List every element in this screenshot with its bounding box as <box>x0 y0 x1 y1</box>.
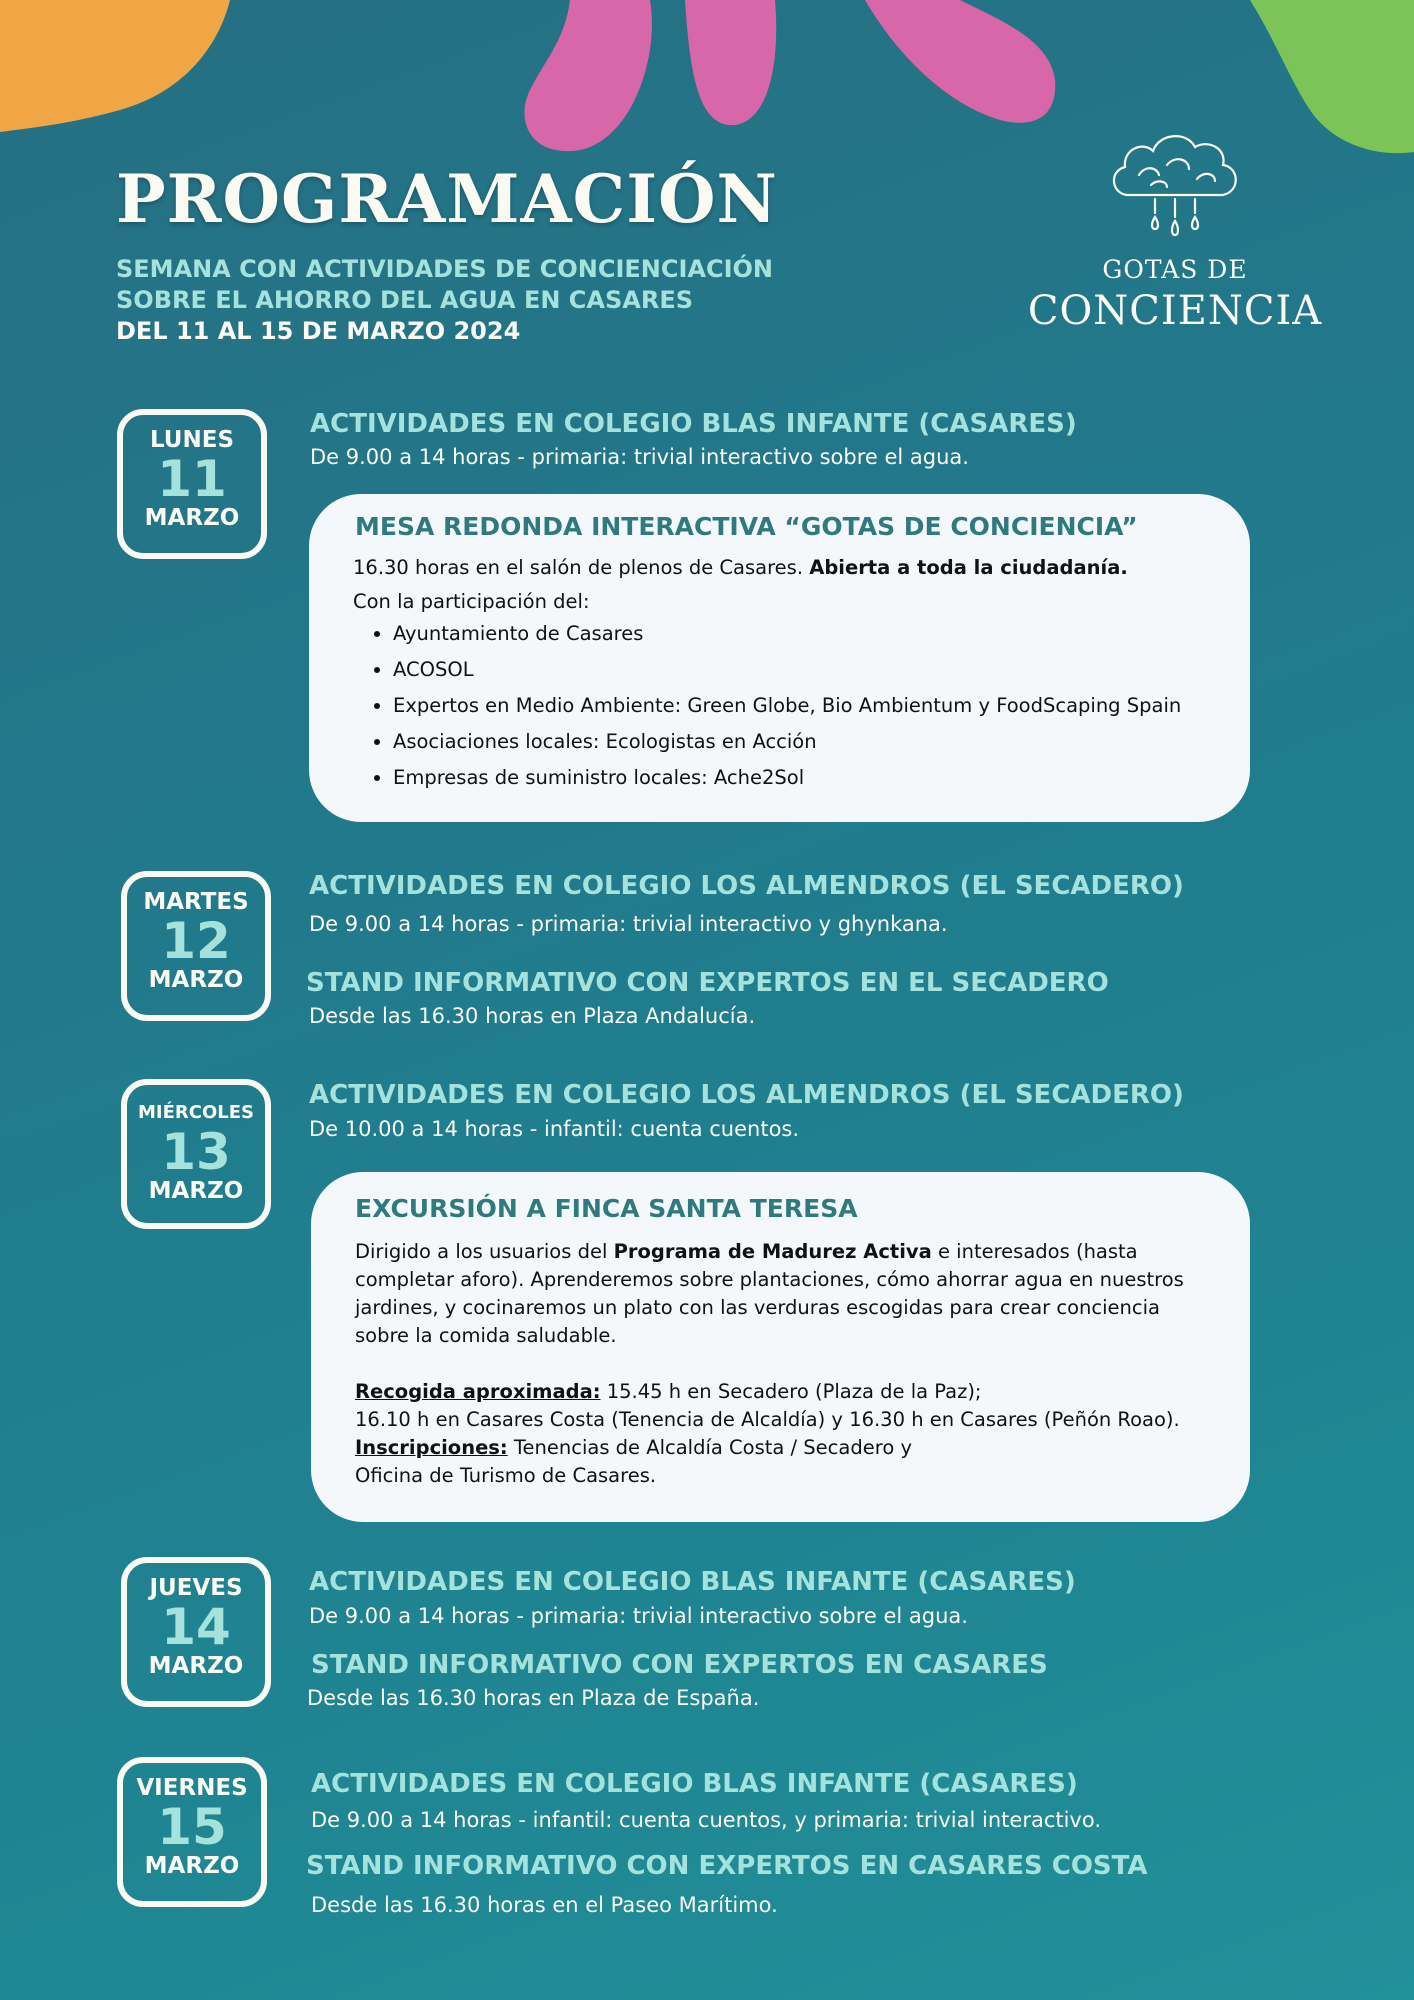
subtitle <box>116 254 773 347</box>
list-item: • Ayuntamiento de Casares <box>393 616 1233 652</box>
open-to-public-text: Abierta a toda la ciudadanía. <box>809 556 1128 579</box>
day-number: 14 <box>161 1598 231 1656</box>
day-number: 12 <box>161 912 231 970</box>
list-item: • Asociaciones locales: Ecologistas en Acción <box>393 724 1233 760</box>
schedule-text: 16.30 horas en el salón de plenos de Casares. <box>353 556 810 579</box>
description-line-4: sobre la comida saludable. <box>355 1324 617 1347</box>
cloud-drops-icon <box>1105 125 1245 243</box>
activity-title: ACTIVIDADES EN COLEGIO LOS ALMENDROS (EL SECADERO) <box>309 1080 1184 1110</box>
description-line-3: jardines, y cocinaremos un plato con las verduras escogidas para crear conciencia <box>355 1296 1160 1319</box>
stand-text: Desde las 16.30 horas en Plaza Andalucía. <box>309 1004 756 1028</box>
card-body <box>355 1238 1235 1490</box>
month: MARZO <box>148 1653 244 1679</box>
weekday: JUEVES <box>149 1575 243 1601</box>
description-line-2: completar aforo). Aprenderemos sobre plantaciones, cómo ahorrar agua en nuestros <box>355 1268 1184 1291</box>
stand-title: STAND INFORMATIVO CON EXPERTOS EN CASARES <box>311 1650 1048 1680</box>
day-number: 13 <box>161 1123 231 1181</box>
list-item: • Empresas de suministro locales: Ache2Sol <box>393 760 1233 796</box>
month: MARZO <box>148 967 244 993</box>
signup-text: Tenencias de Alcaldía Costa / Secadero y <box>507 1436 912 1459</box>
list-item: • Expertos en Medio Ambiente: Green Globe, Bio Ambientum y FoodScaping Spain <box>393 688 1233 724</box>
list-item: • ACOSOL <box>393 652 1233 688</box>
stand-text: Desde las 16.30 horas en Plaza de España. <box>307 1686 760 1710</box>
stand-title: STAND INFORMATIVO CON EXPERTOS EN EL SECADERO <box>306 968 1109 998</box>
page-title: PROGRAMACIÓN <box>116 160 778 238</box>
subtitle-line-2: SOBRE EL AHORRO DEL AGUA EN CASARES <box>116 286 693 314</box>
orange-blob-decoration <box>0 0 240 140</box>
pickup-line-2: 16.10 h en Casares Costa (Tenencia de Alcaldía) y 16.30 h en Casares (Peñón Roao). <box>355 1408 1180 1431</box>
activity-text: De 9.00 a 14 horas - primaria: trivial interactivo y ghynkana. <box>309 912 948 936</box>
card-line-1 <box>353 554 1233 582</box>
date-badge-thursday <box>121 1557 271 1707</box>
card-title: MESA REDONDA INTERACTIVA “GOTAS DE CONCIENCIA” <box>355 512 1138 541</box>
subtitle-line-1: SEMANA CON ACTIVIDADES DE CONCIENCIACIÓN <box>116 255 773 283</box>
pickup-label: Recogida aproximada: <box>355 1380 601 1403</box>
activity-title: ACTIVIDADES EN COLEGIO BLAS INFANTE (CASARES) <box>309 1567 1076 1597</box>
date-badge-friday <box>117 1757 267 1907</box>
month: MARZO <box>148 1178 244 1204</box>
card-line-2: Con la participación del: <box>353 590 590 613</box>
date-badge-wednesday <box>121 1079 271 1229</box>
activity-title: ACTIVIDADES EN COLEGIO BLAS INFANTE (CASARES) <box>310 409 1077 439</box>
program-name: Programa de Madurez Activa <box>613 1240 932 1263</box>
description-text: e interesados (hasta <box>931 1240 1138 1263</box>
round-table-card <box>309 494 1250 822</box>
brand-line-1: GOTAS DE <box>1102 255 1248 284</box>
signup-label: Inscripciones: <box>355 1436 508 1459</box>
stand-text: Desde las 16.30 horas en el Paseo Marítimo. <box>311 1893 778 1917</box>
weekday: MARTES <box>143 889 249 915</box>
activity-text: De 9.00 a 14 horas - primaria: trivial interactivo sobre el agua. <box>310 445 969 469</box>
card-body <box>353 554 1233 796</box>
excursion-card <box>311 1172 1250 1522</box>
participants-list <box>353 616 1233 796</box>
brand-logo <box>1020 125 1330 334</box>
description-text: Dirigido a los usuarios del <box>355 1240 614 1263</box>
activity-text: De 10.00 a 14 horas - infantil: cuenta cuentos. <box>309 1117 800 1141</box>
weekday: LUNES <box>149 427 235 453</box>
activity-title: ACTIVIDADES EN COLEGIO LOS ALMENDROS (EL SECADERO) <box>309 871 1184 901</box>
card-title: EXCURSIÓN A FINCA SANTA TERESA <box>355 1194 858 1223</box>
weekday: MIÉRCOLES <box>137 1102 254 1123</box>
day-number: 11 <box>157 450 227 508</box>
pink-splash-decoration <box>510 0 1070 170</box>
signup-line-1 <box>355 1434 1235 1462</box>
activity-title: ACTIVIDADES EN COLEGIO BLAS INFANTE (CASARES) <box>311 1769 1078 1799</box>
event-dates: DEL 11 AL 15 DE MARZO 2024 <box>116 317 521 345</box>
brand-line-2: CONCIENCIA <box>1027 288 1323 334</box>
stand-title: STAND INFORMATIVO CON EXPERTOS EN CASARES COSTA <box>306 1851 1148 1881</box>
month: MARZO <box>144 1853 240 1879</box>
pickup-line-1 <box>355 1378 1235 1406</box>
month: MARZO <box>144 505 240 531</box>
signup-line-2: Oficina de Turismo de Casares. <box>355 1464 657 1487</box>
date-badge-tuesday <box>121 871 271 1021</box>
activity-text: De 9.00 a 14 horas - infantil: cuenta cuentos, y primaria: trivial interactivo. <box>311 1808 1102 1832</box>
activity-text: De 9.00 a 14 horas - primaria: trivial interactivo sobre el agua. <box>309 1604 968 1628</box>
day-number: 15 <box>157 1798 227 1856</box>
date-badge-monday <box>117 409 267 559</box>
pickup-text: 15.45 h en Secadero (Plaza de la Paz); <box>600 1380 982 1403</box>
description-line-1 <box>355 1238 1235 1266</box>
weekday: VIERNES <box>136 1775 248 1801</box>
